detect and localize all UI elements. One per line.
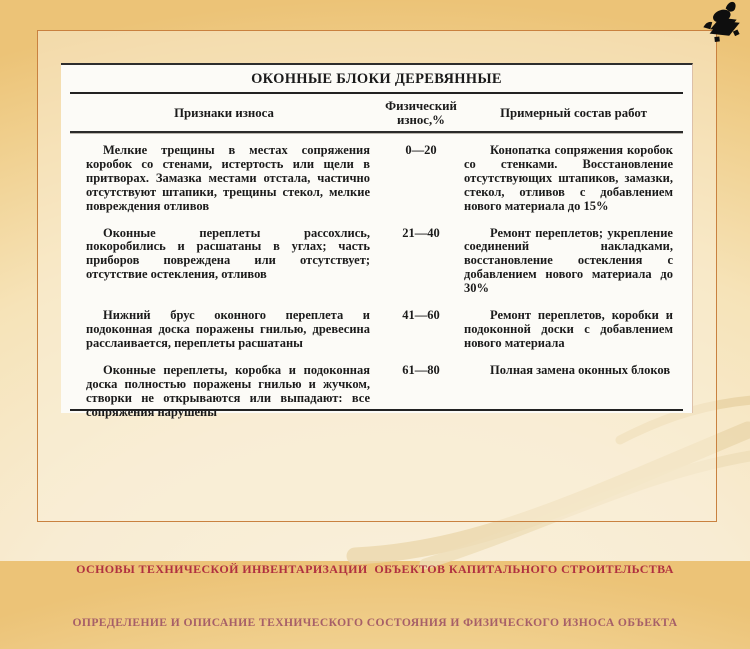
table-row: [70, 309, 683, 351]
table-row: [70, 364, 683, 420]
table-title: ОКОННЫЕ БЛОКИ ДЕРЕВЯННЫЕ: [251, 71, 502, 87]
wear-cell: 0—20: [405, 143, 437, 157]
book-quill-icon: [699, 1, 747, 45]
works-cell: Ремонт переплетов; укрепление соединений накладками, восстановление остекления с добавлением нового материала до 30%: [464, 225, 673, 296]
signs-cell: Нижний брус оконного переплета и подоконная доска поражены гнилью, древесина расслаивается, переплеты расшатаны: [86, 308, 370, 350]
table-row: [70, 227, 683, 297]
rule-table-bottom: [70, 409, 683, 411]
works-cell: Полная замена оконных блоков: [490, 362, 671, 377]
footer-title: ОСНОВЫ ТЕХНИЧЕСКОЙ ИНВЕНТАРИЗАЦИИ ОБЪЕКТОВ КАПИТАЛЬНОГО СТРОИТЕЛЬСТВА: [76, 562, 674, 576]
signs-cell: Мелкие трещины в местах сопряжения коробок со стенами, истертость или щели в притворах. Замазка местами отстала, частично отсутствуют штапики, трещины стекол, мелкие повреждения отливов: [86, 143, 370, 213]
signs-cell: Оконные переплеты рассохлись, покоробились и расшатаны в углах; часть приборов повреждена или отсутствует; отсутствие остекления, отливов: [86, 225, 370, 282]
signs-cell: Оконные переплеты, коробка и подоконная доска полностью поражены гнилью и жучком, створки не открываются или выпадают: все сопряжения нарушены: [86, 362, 370, 419]
table-row: [70, 144, 683, 214]
slide-frame: [37, 30, 717, 522]
footer-subtitle: ОПРЕДЕЛЕНИЕ И ОПИСАНИЕ ТЕХНИЧЕСКОГО СОСТОЯНИЯ И ФИЗИЧЕСКОГО ИЗНОСА ОБЪЕКТА: [72, 616, 678, 629]
table-body: [70, 133, 683, 419]
window-wear-table: [61, 63, 693, 419]
column-header-wear: Физический износ,%: [385, 98, 457, 127]
works-cell: Ремонт переплетов, коробки и подоконной доски с добавлением нового материала: [464, 308, 673, 350]
wear-cell: 21—40: [402, 225, 440, 240]
works-cell: Конопатка сопряжения коробок со стенками. Восстановление отсутствующих штапиков, замазки, стекол, отливов с добавлением нового материала до 15%: [464, 143, 673, 213]
wear-cell: 41—60: [402, 308, 440, 323]
column-header-signs: Признаки износа: [174, 105, 274, 120]
slide-footer: [0, 524, 750, 649]
wear-cell: 61—80: [402, 362, 440, 377]
column-header-works: Примерный состав работ: [500, 105, 647, 120]
table-header-row: [70, 94, 683, 131]
